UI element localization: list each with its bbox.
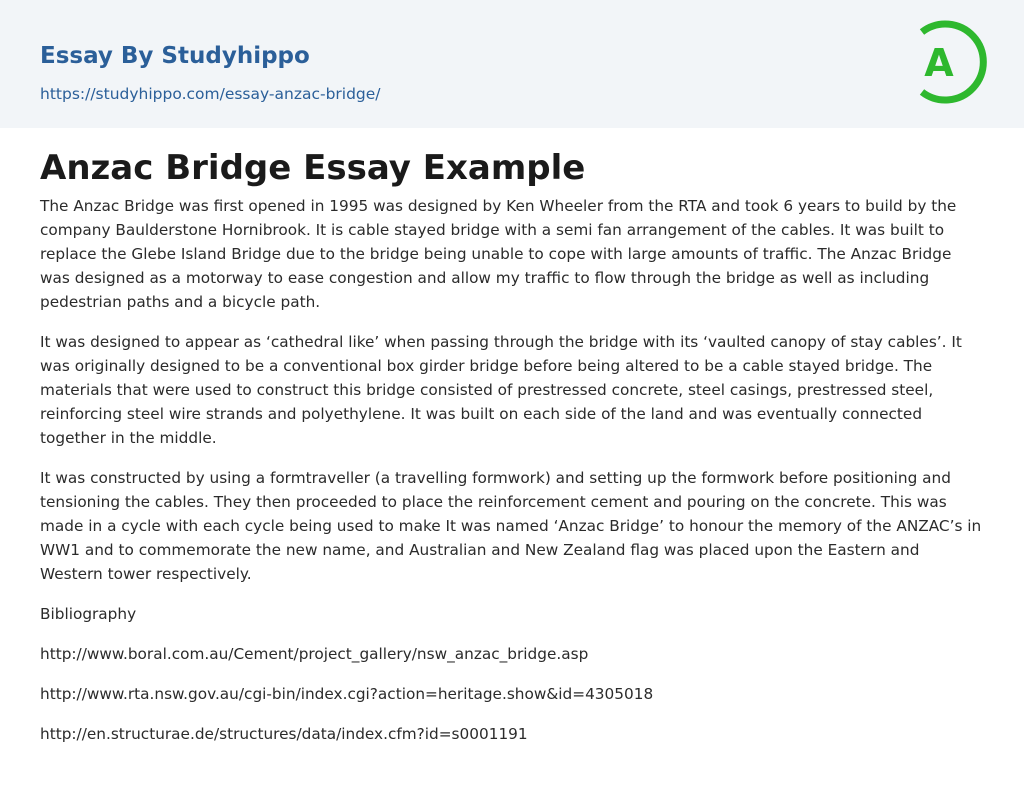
essay-body	[40, 194, 985, 762]
studyhippo-logo-icon[interactable]	[912, 18, 988, 106]
site-header	[0, 0, 1024, 128]
bibliography-entry-1: http://www.boral.com.au/Cement/project_gallery/nsw_anzac_bridge.asp	[40, 645, 589, 663]
essay-paragraph-1: The Anzac Bridge was first opened in 1995 was designed by Ken Wheeler from the RTA and took 6 years to build by the company Baulderstone Hornibrook. It is cable stayed bridge with a semi fan arrangement of the cables. It was built to replace the Glebe Island Bridge due to the bridge being unable to cope with large amounts of traffic. The Anzac Bridge was designed as a motorway to ease congestion and allow my traffic to flow through the bridge as well as including pedestrian paths and a bicycle path.	[40, 197, 957, 311]
bibliography-entry-3: http://en.structurae.de/structures/data/index.cfm?id=s0001191	[40, 725, 528, 743]
bibliography-entry-2: http://www.rta.nsw.gov.au/cgi-bin/index.cgi?action=heritage.show&id=4305018	[40, 685, 654, 703]
page-title: Anzac Bridge Essay Example	[40, 148, 586, 188]
logo-letter: A	[924, 41, 954, 85]
bibliography-heading: Bibliography	[40, 605, 137, 623]
essay-paragraph-2: It was designed to appear as ‘cathedral like’ when passing through the bridge with its ‘vaulted canopy of stay cables’. It was originally designed to be a conventional box girder bridge before being altered to be a cable stayed bridge. The materials that were used to construct this bridge consisted of prestressed concrete, steel casings, prestressed steel, reinforcing steel wire strands and polyethylene. It was built on each side of the land and was eventually connected together in the middle.	[40, 333, 962, 447]
essay-paragraph-3: It was constructed by using a formtraveller (a travelling formwork) and setting up the formwork before positioning and tensioning the cables. They then proceeded to place the reinforcement cement and pouring on the concrete. This was made in a cycle with each cycle being used to make It was named ‘Anzac Bridge’ to honour the memory of the ANZAC’s in WW1 and to commemorate the new name, and Australian and New Zealand flag was placed upon the Eastern and Western tower respectively.	[40, 469, 982, 583]
site-brand[interactable]: Essay By Studyhippo	[40, 43, 310, 69]
page-url-link[interactable]: https://studyhippo.com/essay-anzac-bridge/	[40, 85, 381, 103]
